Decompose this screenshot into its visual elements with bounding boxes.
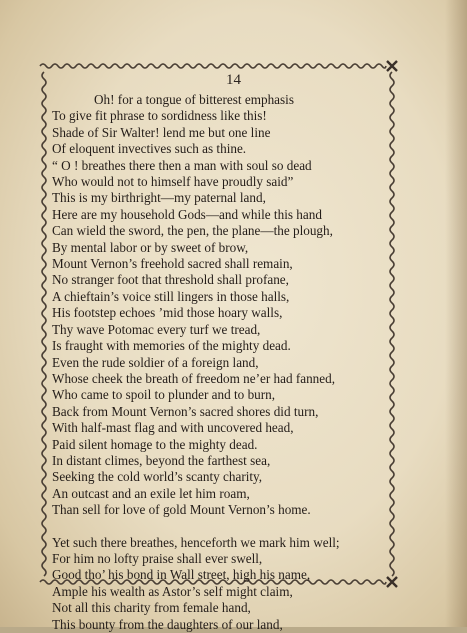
poem-line: Not all this charity from female hand, xyxy=(52,600,251,616)
border-top xyxy=(40,64,386,68)
stanza-gap xyxy=(52,519,392,535)
poem-line: Mount Vernon’s freehold sacred shall remain, xyxy=(52,256,293,272)
poem-line: Than sell for love of gold Mount Vernon’s home. xyxy=(52,502,311,518)
poem-line: For him no lofty praise shall ever swell, xyxy=(52,550,263,566)
poem-line: Even the rude soldier of a foreign land, xyxy=(52,354,259,370)
poem-line: Yet such there breathes, henceforth we mark him well; xyxy=(52,534,340,550)
poem-stanza-2 xyxy=(52,535,392,633)
poem-line: This bounty from the daughters of our land, xyxy=(52,616,283,632)
poem-line: Can wield the sword, the pen, the plane—the plough, xyxy=(52,223,333,239)
poem-line: Seeking the cold world’s scanty charity, xyxy=(52,469,263,485)
poem-line: Oh! for a tongue of bitterest emphasis xyxy=(94,92,294,107)
poem-line: “ O ! breathes there then a man with soul so dead xyxy=(52,157,312,173)
poem-line: Who would not to himself have proudly said” xyxy=(52,174,294,190)
poem-text xyxy=(52,92,392,633)
page-number: 14 xyxy=(226,72,241,88)
poem-line: Here are my household Gods—and while this hand xyxy=(52,206,322,222)
border-left xyxy=(42,72,46,576)
poem-line: Paid silent homage to the mighty dead. xyxy=(52,436,258,452)
poem-line: Is fraught with memories of the mighty dead. xyxy=(52,338,291,354)
poem-line: A chieftain’s voice still lingers in those halls, xyxy=(52,288,290,304)
poem-line: With half-mast flag and with uncovered head, xyxy=(52,420,294,436)
poem-line: Back from Mount Vernon’s sacred shores did turn, xyxy=(52,403,319,419)
poem-line: This is my birthright—my paternal land, xyxy=(52,190,266,206)
poem-line: Whose cheek the breath of freedom ne’er had fanned, xyxy=(52,370,336,386)
poem-line: To give fit phrase to sordidness like this! xyxy=(52,108,267,124)
poem-line: Of eloquent invectives such as thine. xyxy=(52,141,247,157)
poem-stanza-1 xyxy=(52,92,392,519)
poem-line: An outcast and an exile let him roam, xyxy=(52,485,250,501)
poem-line: In distant climes, beyond the farthest sea, xyxy=(52,452,271,468)
poem-line: Good tho’ his bond in Wall street, high his name, xyxy=(52,567,311,583)
poem-line: By mental labor or by sweet of brow, xyxy=(52,239,249,255)
poem-line: Ample his wealth as Astor’s self might claim, xyxy=(52,583,293,599)
corner-ornament-top-right xyxy=(387,61,397,71)
poem-line: Shade of Sir Walter! lend me but one line xyxy=(52,124,271,140)
poem-line: No stranger foot that threshold shall profane, xyxy=(52,272,289,288)
poem-line: Thy wave Potomac every turf we tread, xyxy=(52,321,261,337)
poem-line: Who came to spoil to plunder and to burn, xyxy=(52,387,276,403)
poem-line: His footstep echoes ’mid those hoary walls, xyxy=(52,305,283,321)
